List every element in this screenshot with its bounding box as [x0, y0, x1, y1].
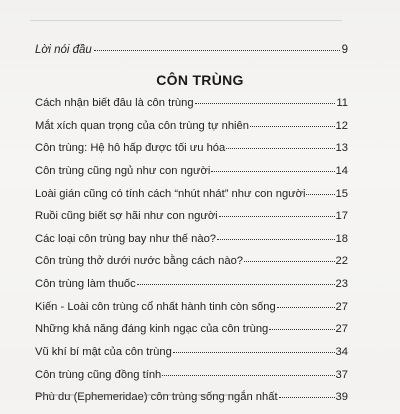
cropped-text-fragment — [35, 394, 75, 400]
cropped-text-fragment — [198, 394, 238, 400]
toc-entry — [35, 323, 348, 341]
toc-entry-page: 17 — [335, 210, 348, 223]
toc-entry — [35, 165, 348, 183]
dot-leader — [94, 50, 340, 51]
toc-entry-label: Côn trùng cũng ngủ như con người — [35, 164, 211, 177]
toc-entry-page: 14 — [335, 164, 348, 177]
toc-entry — [35, 255, 348, 273]
toc-entry-page: 22 — [335, 255, 348, 268]
dot-leader — [226, 148, 334, 149]
dot-leader — [269, 329, 334, 330]
top-divider — [30, 20, 342, 21]
toc-entry — [35, 188, 348, 206]
toc-preface-label: Lời nói đầu — [35, 44, 92, 56]
dot-leader — [217, 239, 335, 240]
toc-entry — [35, 369, 348, 387]
toc-list — [35, 97, 348, 414]
toc-entry-label: Cách nhận biết đâu là côn trùng — [35, 97, 194, 109]
dot-leader — [211, 171, 334, 172]
dot-leader — [173, 352, 335, 353]
toc-entry — [35, 97, 348, 115]
dot-leader — [195, 103, 336, 104]
toc-entry-label: Côn trùng thở dưới nước bằng cách nào? — [35, 255, 244, 268]
toc-entry-label: Côn trùng làm thuốc — [35, 278, 136, 291]
toc-entry-page: 23 — [335, 278, 348, 291]
dot-leader — [277, 307, 335, 308]
toc-entry-label: Những khả năng đáng kinh ngạc của côn trùng — [35, 323, 269, 336]
toc-entry-label: Loài gián cũng có tính cách “nhút nhát” như con người — [35, 187, 306, 200]
cropped-text-fragment — [144, 394, 184, 400]
toc-entry-page: 11 — [336, 97, 348, 109]
toc-entry-page: 37 — [335, 368, 348, 381]
toc-entry-page: 39 — [335, 391, 348, 404]
toc-entry-label: Mắt xích quan trọng của côn trùng tự nhiên — [35, 119, 249, 132]
toc-preface-row — [35, 44, 348, 56]
toc-entry-page: 12 — [335, 119, 348, 132]
toc-entry-label: Vũ khí bí mật của côn trùng — [35, 346, 172, 359]
toc-entry — [35, 233, 348, 251]
toc-entry-label: Ruồi cũng biết sợ hãi như con người — [35, 210, 218, 223]
toc-entry — [35, 142, 348, 160]
toc-entry-label: Phù du (Ephemeridae) côn trùng sống ngắn nhất — [35, 391, 278, 404]
dot-leader — [219, 216, 335, 217]
toc-entry-label: Côn trùng cũng đồng tính — [35, 368, 162, 381]
dot-leader — [306, 194, 334, 195]
toc-entry-label: Côn trùng: Hệ hô hấp được tối ưu hóa — [35, 142, 226, 155]
toc-entry — [35, 210, 348, 228]
dot-leader — [250, 126, 335, 127]
toc-entry-page: 34 — [335, 346, 348, 359]
toc-entry — [35, 301, 348, 319]
toc-preface-page: 9 — [341, 44, 348, 56]
toc-entry-page: 27 — [335, 323, 348, 336]
toc-entry-label: Các loại côn trùng bay như thế nào? — [35, 232, 217, 245]
dot-leader — [162, 375, 334, 376]
toc-entry-page: 18 — [335, 232, 348, 245]
toc-entry — [35, 120, 348, 138]
dot-leader — [137, 284, 335, 285]
dot-leader — [244, 261, 335, 262]
cropped-text-fragment — [89, 394, 129, 400]
toc-entry — [35, 278, 348, 296]
toc-entry-page: 13 — [335, 142, 348, 155]
chapter-title: CÔN TRÙNG — [156, 72, 244, 88]
toc-entry-page: 15 — [335, 187, 348, 200]
toc-entry — [35, 346, 348, 364]
toc-entry-page: 27 — [335, 300, 348, 313]
cropped-next-line — [35, 394, 335, 400]
toc-entry-label: Kiến - Loài côn trùng cổ nhất hành tinh còn sống — [35, 300, 276, 313]
